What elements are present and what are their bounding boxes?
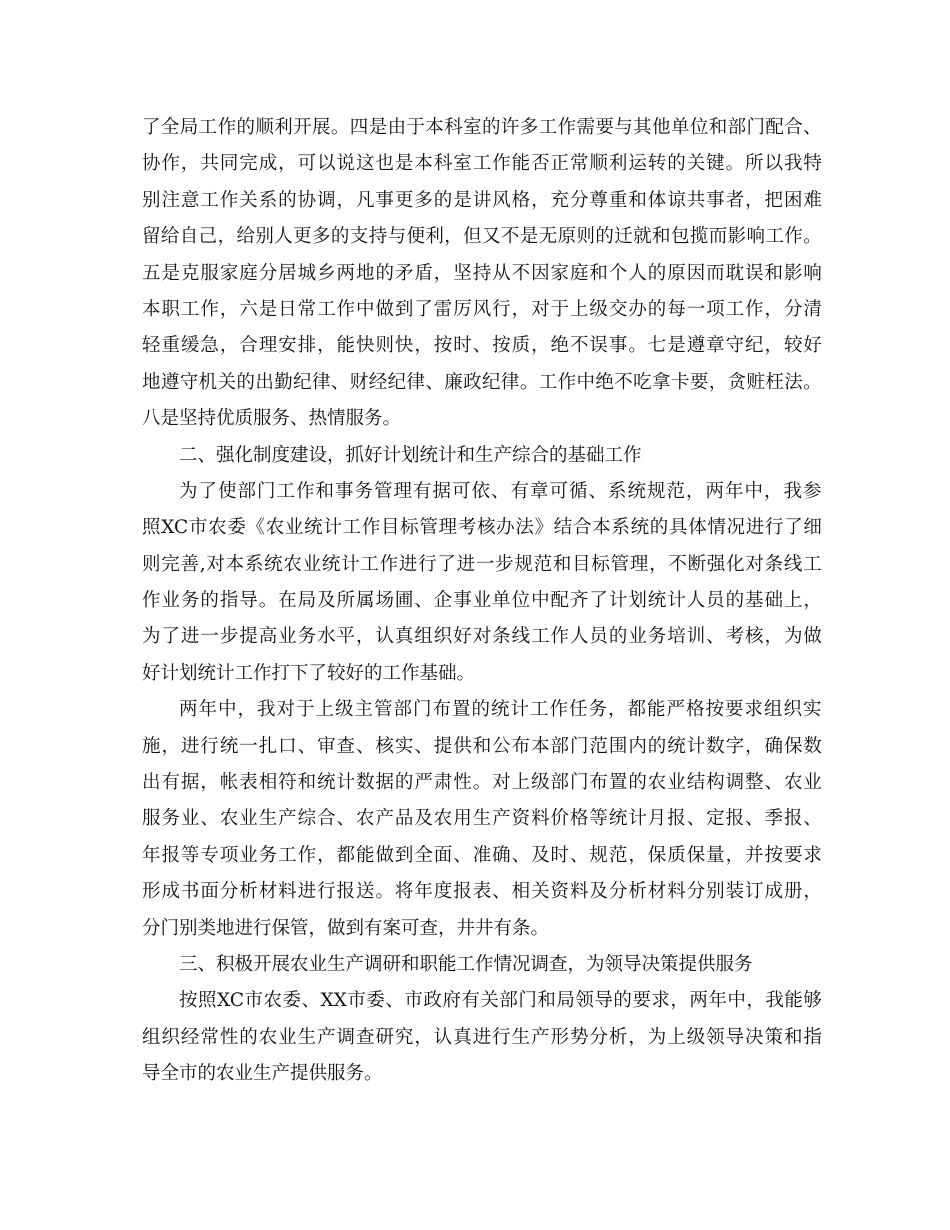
- text-line: 八是坚持优质服务、热情服务。: [142, 408, 402, 430]
- text-line: 轻 重 缓 急 ， 合 理 安 排 ， 能 快 则 快 ， 按 时 、 按 质 ， 绝 不 误 事 。 七 是 遵 章 守 纪 ， 较 好: [142, 335, 822, 357]
- text-line: 为 了 进 一 步 提 高 业 务 水 平 ， 认 真 组 织 好 对 条 线 工 作 人 员 的 业 务 培 训 、 考 核 ， 为 做: [142, 626, 822, 648]
- text-line: 五 是 克 服 家 庭 分 居 城 乡 两 地 的 矛 盾 ， 坚 持 从 不 因 家 庭 和 个 人 的 原 因 而 耽 误 和 影 响: [142, 262, 822, 284]
- text-line: 了 全 局 工 作 的 顺 利 开 展 。 四 是 由 于 本 科 室 的 许 多 工 作 需 要 与 其 他 单 位 和 部 门 配 合 、: [142, 117, 822, 138]
- text-line: 导全市的农业生产提供服务。: [142, 1063, 383, 1085]
- text-line: 出 有 据 ， 帐 表 相 符 和 统 计 数 据 的 严 肃 性 。 对 上 级 部 门 布 置 的 农 业 结 构 调 整 、 农 业: [142, 772, 822, 794]
- text-line: 好计划统计工作打下了较好的工作基础。: [142, 662, 476, 684]
- text-line: 则 完 善 , 对 本 系 统 农 业 统 计 工 作 进 行 了 进 一 步 规 范 和 目 标 管 理 ， 不 断 强 化 对 条 线 工: [142, 553, 822, 575]
- text-line: 两 年 中 ， 我 对 于 上 级 主 管 部 门 布 置 的 统 计 工 作 任 务 ， 都 能 严 格 按 要 求 组 织 实: [179, 699, 822, 721]
- text-line: 形 成 书 面 分 析 材 料 进 行 报 送 。 将 年 度 报 表 、 相 关 资 料 及 分 析 材 料 分 别 装 订 成 册 ，: [142, 881, 822, 903]
- text-line: 照 XC 市 农 委 《 农 业 统 计 工 作 目 标 管 理 考 核 办 法 》 结 合 本 系 统 的 具 体 情 况 进 行 了 细: [142, 517, 822, 539]
- text-line: 施 ， 进 行 统 一 扎 口 、 审 查 、 核 实 、 提 供 和 公 布 本 部 门 范 围 内 的 统 计 数 字 ， 确 保 数: [142, 735, 822, 757]
- text-line: 按 照 XC 市 农 委 、 XX 市 委 、 市 政 府 有 关 部 门 和 局 领 导 的 要 求 ， 两 年 中 ， 我 能 够: [179, 990, 822, 1012]
- text-line: 地 遵 守 机 关 的 出 勤 纪 律 、 财 经 纪 律 、 廉 政 纪 律 。 工 作 中 绝 不 吃 拿 卡 要 ， 贪 赃 枉 法 。: [142, 371, 822, 393]
- text-line: 分门别类地进行保管，做到有案可查，井井有条。: [142, 917, 550, 939]
- text-line: 为 了 使 部 门 工 作 和 事 务 管 理 有 据 可 依 、 有 章 可 循 、 系 统 规 范 ， 两 年 中 ， 我 参: [179, 480, 822, 502]
- text-line: 组 织 经 常 性 的 农 业 生 产 调 查 研 究 ， 认 真 进 行 生 产 形 势 分 析 ， 为 上 级 领 导 决 策 和 指: [142, 1026, 822, 1048]
- text-line: 三、积极开展农业生产调研和职能工作情况调查，为领导决策提供服务: [179, 953, 753, 975]
- text-line: 年 报 等 专 项 业 务 工 作 ， 都 能 做 到 全 面 、 准 确 、 及 时 、 规 范 ， 保 质 保 量 ， 并 按 要 求: [142, 844, 822, 866]
- text-line: 二、强化制度建设，抓好计划统计和生产综合的基础工作: [179, 444, 642, 466]
- text-line: 本 职 工 作 ， 六 是 日 常 工 作 中 做 到 了 雷 厉 风 行 ， 对 于 上 级 交 办 的 每 一 项 工 作 ， 分 清: [142, 298, 822, 320]
- text-line: 别 注 意 工 作 关 系 的 协 调 ， 凡 事 更 多 的 是 讲 风 格 ， 充 分 尊 重 和 体 谅 共 事 者 ， 把 困 难: [142, 189, 822, 211]
- text-line: 作 业 务 的 指 导 。 在 局 及 所 属 场 圃 、 企 事 业 单 位 中 配 齐 了 计 划 统 计 人 员 的 基 础 上 ，: [142, 590, 822, 612]
- text-line: 留 给 自 己 ， 给 别 人 更 多 的 支 持 与 便 利 ， 但 又 不 是 无 原 则 的 迁 就 和 包 揽 而 影 响 工 作 。: [142, 226, 822, 248]
- text-line: 协 作 ， 共 同 完 成 ， 可 以 说 这 也 是 本 科 室 工 作 能 否 正 常 顺 利 运 转 的 关 键 。 所 以 我 特: [142, 153, 822, 175]
- document-body: [142, 110, 822, 1093]
- text-line: 服 务 业 、 农 业 生 产 综 合 、 农 产 品 及 农 用 生 产 资 料 价 格 等 统 计 月 报 、 定 报 、 季 报 、: [142, 808, 822, 830]
